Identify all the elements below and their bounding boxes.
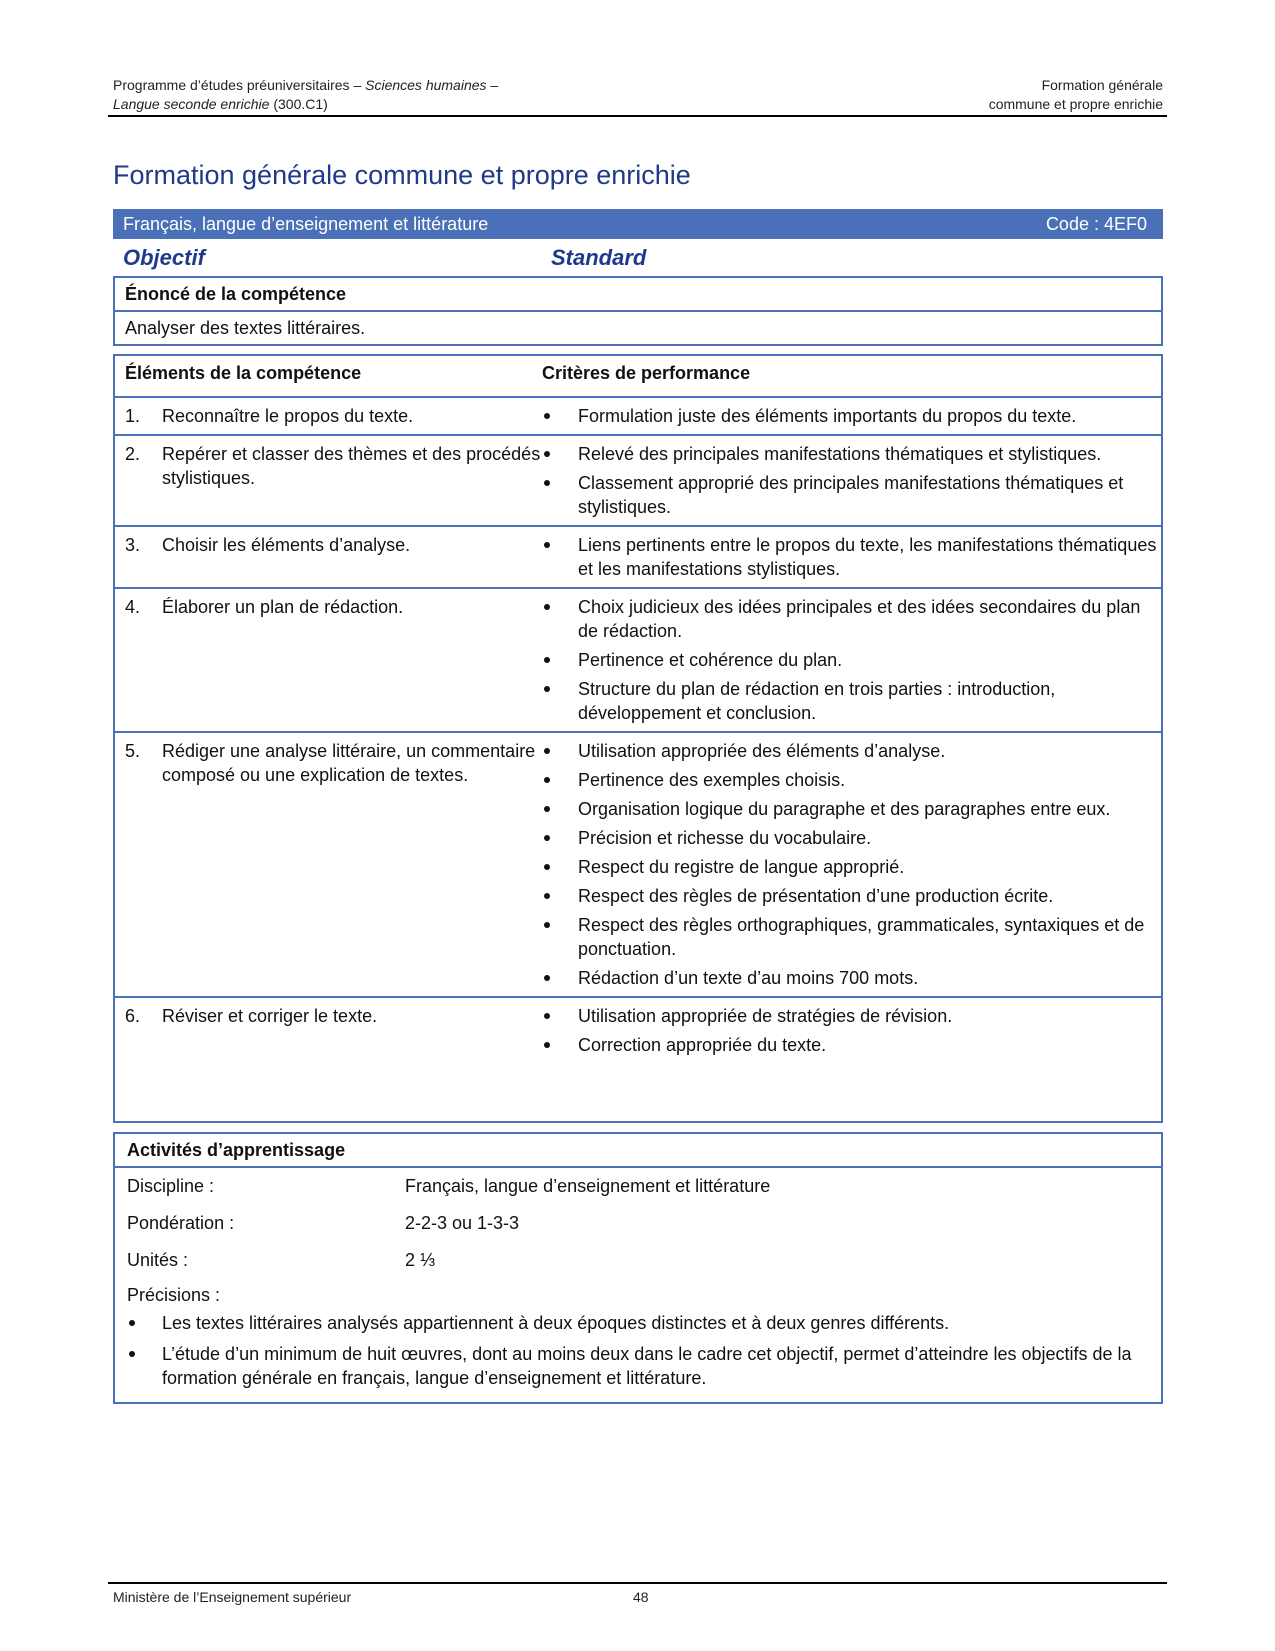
page-footer	[113, 1589, 649, 1605]
objectif-heading: Objectif	[123, 245, 205, 270]
criterion-text: Choix judicieux des idées principales et des idées secondaires du plan de rédaction.	[578, 597, 1141, 641]
criterion-text: Organisation logique du paragraphe et des paragraphes entre eux.	[578, 799, 1111, 819]
criteria-heading: Critères de performance	[542, 356, 1161, 397]
header-program-name: Sciences humaines	[365, 77, 487, 93]
table-row	[115, 526, 1161, 588]
list-item	[542, 648, 1161, 672]
list-item	[542, 471, 1161, 519]
criterion-text: Liens pertinents entre le propos du texte, les manifestations thématiques et les manifestations stylistiques.	[578, 535, 1157, 579]
list-item	[542, 797, 1161, 821]
bullet-icon	[544, 542, 550, 548]
element-number: 6.	[125, 1006, 141, 1026]
bullet-icon	[544, 480, 550, 486]
list-item	[542, 533, 1161, 581]
element-text: Choisir les éléments d’analyse.	[162, 526, 542, 588]
list-item	[127, 1342, 1161, 1390]
element-text: Reconnaître le propos du texte.	[162, 397, 542, 435]
activites-box	[113, 1132, 1163, 1404]
bullet-icon	[544, 1042, 550, 1048]
element-text: Repérer et classer des thèmes et des procédés stylistiques.	[162, 435, 542, 526]
unites-value: 2 ⅓	[405, 1250, 436, 1270]
header-right-line1: Formation générale	[1041, 77, 1163, 93]
criterion-text: Correction appropriée du texte.	[578, 1035, 827, 1055]
bullet-icon	[544, 604, 550, 610]
discipline-label: Discipline :	[127, 1176, 215, 1196]
element-text: Réviser et corriger le texte.	[162, 1006, 378, 1026]
subject-name: Français, langue d’enseignement et littérature	[123, 214, 489, 234]
page-title: Formation générale commune et propre enrichie	[113, 160, 691, 190]
bullet-icon	[544, 657, 550, 663]
bullet-icon	[544, 777, 550, 783]
header-profile: Langue seconde enrichie	[113, 96, 270, 112]
header-right	[989, 76, 1163, 114]
bullet-icon	[544, 1013, 550, 1019]
list-item	[542, 966, 1161, 990]
element-text: Rédiger une analyse littéraire, un commentaire composé ou une explication de textes.	[162, 732, 542, 997]
criterion-text: Structure du plan de rédaction en trois parties : introduction, développement et conclusion.	[578, 679, 1056, 723]
list-item	[542, 884, 1161, 908]
ponderation-row	[115, 1205, 1161, 1242]
bullet-icon	[544, 835, 550, 841]
ponderation-value: 2-2-3 ou 1-3-3	[405, 1213, 520, 1233]
criterion-text: Respect des règles de présentation d’une production écrite.	[578, 886, 1054, 906]
criterion-text: Respect du registre de langue approprié.	[578, 857, 905, 877]
footer-ministry: Ministère de l’Enseignement supérieur	[113, 1589, 352, 1605]
precisions-label: Précisions :	[127, 1285, 221, 1305]
criterion-text: Utilisation appropriée de stratégies de révision.	[578, 1006, 953, 1026]
element-number: 4.	[115, 588, 162, 732]
criterion-text: Relevé des principales manifestations thématiques et stylistiques.	[578, 444, 1102, 464]
precision-text: Les textes littéraires analysés appartiennent à deux époques distinctes et à deux genres différents.	[162, 1313, 950, 1333]
list-item	[542, 1033, 1161, 1057]
table-row	[115, 588, 1161, 732]
table-row	[115, 997, 1161, 1063]
elements-table	[113, 354, 1163, 1123]
criterion-text: Pertinence des exemples choisis.	[578, 770, 846, 790]
list-item	[127, 1311, 1161, 1335]
unites-row	[115, 1242, 1161, 1279]
list-item	[542, 1004, 1161, 1028]
table-row	[115, 732, 1161, 997]
bullet-icon	[544, 686, 550, 692]
bullet-icon	[129, 1320, 135, 1326]
footer-rule	[108, 1582, 1167, 1584]
list-item	[542, 442, 1161, 466]
bullet-icon	[544, 975, 550, 981]
criterion-text: Précision et richesse du vocabulaire.	[578, 828, 872, 848]
element-number: 5.	[115, 732, 162, 997]
elements-header-row	[115, 356, 1161, 397]
header-left	[113, 76, 498, 114]
list-item	[542, 913, 1161, 961]
enonce-heading: Énoncé de la compétence	[125, 284, 347, 304]
list-item	[542, 595, 1161, 643]
criterion-text: Classement approprié des principales manifestations thématiques et stylistiques.	[578, 473, 1124, 517]
subject-code: Code : 4EF0	[1045, 214, 1147, 234]
list-item	[542, 739, 1161, 763]
criterion-text: Rédaction d’un texte d’au moins 700 mots.	[578, 968, 919, 988]
list-item	[542, 826, 1161, 850]
bullet-icon	[544, 451, 550, 457]
bullet-icon	[129, 1351, 135, 1357]
element-number: 1.	[115, 397, 162, 435]
element-number: 3.	[115, 526, 162, 588]
header-profile-code: (300.C1)	[269, 96, 328, 112]
header-rule	[108, 115, 1167, 117]
table-row	[115, 397, 1161, 435]
activites-heading: Activités d’apprentissage	[127, 1140, 346, 1160]
standard-heading: Standard	[551, 245, 647, 270]
list-item	[542, 404, 1161, 428]
list-item	[542, 768, 1161, 792]
table-row	[115, 435, 1161, 526]
ponderation-label: Pondération :	[127, 1213, 235, 1233]
elements-heading: Éléments de la compétence	[115, 356, 542, 397]
discipline-row	[115, 1168, 1161, 1205]
bullet-icon	[544, 806, 550, 812]
bullet-icon	[544, 893, 550, 899]
precisions-list	[115, 1311, 1161, 1390]
bullet-icon	[544, 922, 550, 928]
element-text: Élaborer un plan de rédaction.	[162, 588, 542, 732]
bullet-icon	[544, 748, 550, 754]
bullet-icon	[544, 413, 550, 419]
running-header	[113, 76, 1163, 114]
discipline-value: Français, langue d’enseignement et littérature	[405, 1176, 771, 1196]
header-right-line2: commune et propre enrichie	[988, 96, 1163, 112]
header-program: Programme d’études préuniversitaires –	[113, 77, 366, 93]
enonce-text: Analyser des textes littéraires.	[125, 318, 366, 338]
column-headings	[113, 243, 1163, 273]
precision-text: L’étude d’un minimum de huit œuvres, dont au moins deux dans le cadre cet objectif, permet d’atteindre les objectifs de la formation générale en français, langue d’enseignement et littérature.	[162, 1344, 1132, 1388]
page-number: 48	[633, 1589, 649, 1605]
criterion-text: Utilisation appropriée des éléments d’analyse.	[578, 741, 946, 761]
element-number: 2.	[115, 435, 162, 526]
list-item	[542, 677, 1161, 725]
list-item	[542, 855, 1161, 879]
header-dash: –	[486, 77, 499, 93]
unites-label: Unités :	[127, 1250, 189, 1270]
criterion-text: Pertinence et cohérence du plan.	[578, 650, 843, 670]
criterion-text: Respect des règles orthographiques, grammaticales, syntaxiques et de ponctuation.	[578, 915, 1145, 959]
enonce-box	[113, 276, 1163, 346]
subject-bar	[113, 209, 1163, 239]
criterion-text: Formulation juste des éléments importants du propos du texte.	[578, 406, 1077, 426]
bullet-icon	[544, 864, 550, 870]
